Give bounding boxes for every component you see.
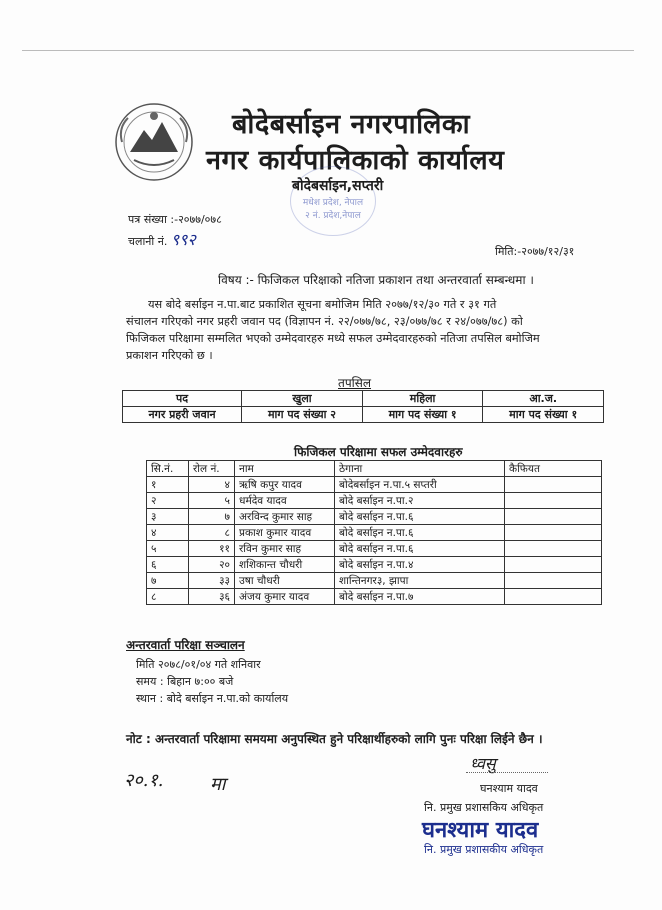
roll-cell: ११: [189, 541, 235, 557]
remarks-cell: [505, 573, 602, 589]
posts-cell: नगर प्रहरी जवान: [123, 407, 242, 423]
candidates-header-cell: ठेगाना: [335, 461, 505, 477]
officer-title: नि. प्रमुख प्रशासकिय अधिकृत: [424, 801, 544, 814]
name-cell: धर्मदेव यादव: [235, 493, 335, 509]
posts-header-cell: पद: [123, 391, 242, 407]
dispatch-value: ९९२: [170, 230, 196, 249]
note-line: नोट : अन्तरवार्ता परिक्षामा समयमा अनुपस्थित हुने परिक्षार्थीहरुको लागि पुनः परिक्षा लिईने छैन ।: [126, 732, 543, 746]
top-rule: [22, 50, 634, 51]
name-cell: अंजय कुमार यादव: [235, 589, 335, 605]
table-row: [147, 509, 602, 525]
remarks-cell: [505, 557, 602, 573]
name-cell: शशिकान्त चौधरी: [235, 557, 335, 573]
org-name: बोदेबर्साइन नगरपालिका: [232, 109, 471, 140]
interview-time: समय : बिहान ७:०० बजे: [136, 675, 234, 688]
officer-name-stamp: घनश्याम यादव: [422, 818, 539, 843]
table-row: [147, 573, 602, 589]
address-cell: बोदे बर्साइन न.पा.७: [335, 589, 505, 605]
interview-date: मिति २०७८/०१/०४ गते शनिवार: [136, 658, 261, 671]
sn-cell: ८: [147, 589, 189, 605]
candidates-header-cell: रोल नं.: [189, 461, 235, 477]
table-row: [147, 493, 602, 509]
address-cell: बोदे बर्साइन न.पा.६: [335, 541, 505, 557]
seal-line-2: २ नं. प्रदेश,नेपाल: [305, 211, 361, 221]
candidates-header-cell: सि.नं.: [147, 461, 189, 477]
nepal-emblem-icon: [112, 100, 196, 184]
letter-date: मिति:-२०७७/१२/३१: [495, 245, 575, 258]
officer-signature: ध्वसु: [470, 754, 496, 773]
sn-cell: १: [147, 477, 189, 493]
dispatch-number: [128, 228, 196, 250]
posts-header-row: [123, 391, 604, 407]
name-cell: उषा चौधरी: [235, 573, 335, 589]
officer-name: घनश्याम यादव: [480, 782, 538, 795]
remarks-cell: [505, 493, 602, 509]
body-paragraph: [126, 296, 604, 364]
paragraph-line: यस बोदे बर्साइन न.पा.बाट प्रकाशित सूचना बमोजिम मिति २०७७/१२/३० गते र ३१ गते: [148, 298, 497, 311]
subject-line: विषय :- फिजिकल परिक्षाको नतिजा प्रकाशन तथा अन्तरवार्ता सम्बन्धमा ।: [218, 273, 534, 287]
posts-table: [122, 390, 604, 423]
sn-cell: ३: [147, 509, 189, 525]
remarks-cell: [505, 509, 602, 525]
remarks-cell: [505, 589, 602, 605]
candidates-header-row: [147, 461, 602, 477]
posts-cell: माग पद संख्या १: [362, 407, 483, 423]
address-cell: बोदे बर्साइन न.पा.२: [335, 493, 505, 509]
remarks-cell: [505, 541, 602, 557]
officer-title-stamp: नि. प्रमुख प्रशासकीय अधिकृत: [424, 843, 544, 856]
candidates-header-cell: कैफियत: [505, 461, 602, 477]
posts-cell: माग पद संख्या २: [242, 407, 363, 423]
address-cell: बोदे बर्साइन न.पा.६: [335, 525, 505, 541]
roll-cell: ३३: [189, 573, 235, 589]
roll-cell: ८: [189, 525, 235, 541]
paragraph-line: प्रकाशन गरिएको छ ।: [126, 349, 213, 362]
roll-cell: ५: [189, 493, 235, 509]
address-cell: बोदेबर्साइन न.पा.५ सप्तरी: [335, 477, 505, 493]
sn-cell: २: [147, 493, 189, 509]
signature-line: [466, 772, 548, 773]
candidates-header-cell: नाम: [235, 461, 335, 477]
table-row: [147, 541, 602, 557]
table-row: [147, 589, 602, 605]
roll-cell: ३६: [189, 589, 235, 605]
remarks-cell: [505, 477, 602, 493]
roll-cell: ७: [189, 509, 235, 525]
seal-line-1: मधेश प्रदेश, नेपाल: [302, 198, 364, 208]
paragraph-line: संचालन गरिएको नगर प्रहरी जवान पद (विज्ञापन नं. २२/०७७/७८, २३/०७७/७८ र २४/०७७/७८) को: [126, 315, 523, 328]
posts-header-cell: खुला: [242, 391, 363, 407]
sn-cell: ६: [147, 557, 189, 573]
posts-row: [123, 407, 604, 423]
address-cell: शान्तिनगर३, झापा: [335, 573, 505, 589]
interview-heading: अन्तरवार्ता परिक्षा सञ्चालन: [126, 638, 245, 652]
name-cell: अरविन्द कुमार साह: [235, 509, 335, 525]
name-cell: ऋषि कपुर यादव: [235, 477, 335, 493]
table-row: [147, 477, 602, 493]
initial-signature-left: २०.१.: [124, 770, 164, 791]
posts-caption: तपसिल: [338, 376, 372, 390]
table-row: [147, 557, 602, 573]
name-cell: प्रकाश कुमार यादव: [235, 525, 335, 541]
interview-place: स्थान : बोदे बर्साइन न.पा.को कार्यालय: [136, 692, 289, 705]
remarks-cell: [505, 525, 602, 541]
office-location: बोदेबर्साइन,सप्तरी: [292, 178, 384, 194]
posts-cell: माग पद संख्या १: [483, 407, 604, 423]
letter-number: पत्र संख्या :-२०७७/०७८: [128, 213, 222, 226]
sn-cell: ५: [147, 541, 189, 557]
sn-cell: ७: [147, 573, 189, 589]
address-cell: बोदे बर्साइन न.पा.४: [335, 557, 505, 573]
roll-cell: २०: [189, 557, 235, 573]
posts-header-cell: महिला: [362, 391, 483, 407]
office-name: नगर कार्यपालिकाको कार्यालय: [206, 145, 505, 176]
address-cell: बोदे बर्साइन न.पा.६: [335, 509, 505, 525]
roll-cell: ४: [189, 477, 235, 493]
sn-cell: ४: [147, 525, 189, 541]
name-cell: रविन कुमार साह: [235, 541, 335, 557]
initial-signature-mid: मा: [210, 774, 226, 795]
dispatch-label: चलानी नं.: [128, 235, 168, 248]
paragraph-line: फिजिकल परिक्षामा सम्मलित भएको उम्मेदवारहरु मध्ये सफल उम्मेदवारहरुको नतिजा तपसिल बमोजिम: [126, 332, 540, 345]
candidates-caption: फिजिकल परिक्षामा सफल उम्मेदवारहरु: [294, 445, 463, 459]
candidates-table: [146, 460, 602, 605]
posts-header-cell: आ.ज.: [483, 391, 604, 407]
table-row: [147, 525, 602, 541]
